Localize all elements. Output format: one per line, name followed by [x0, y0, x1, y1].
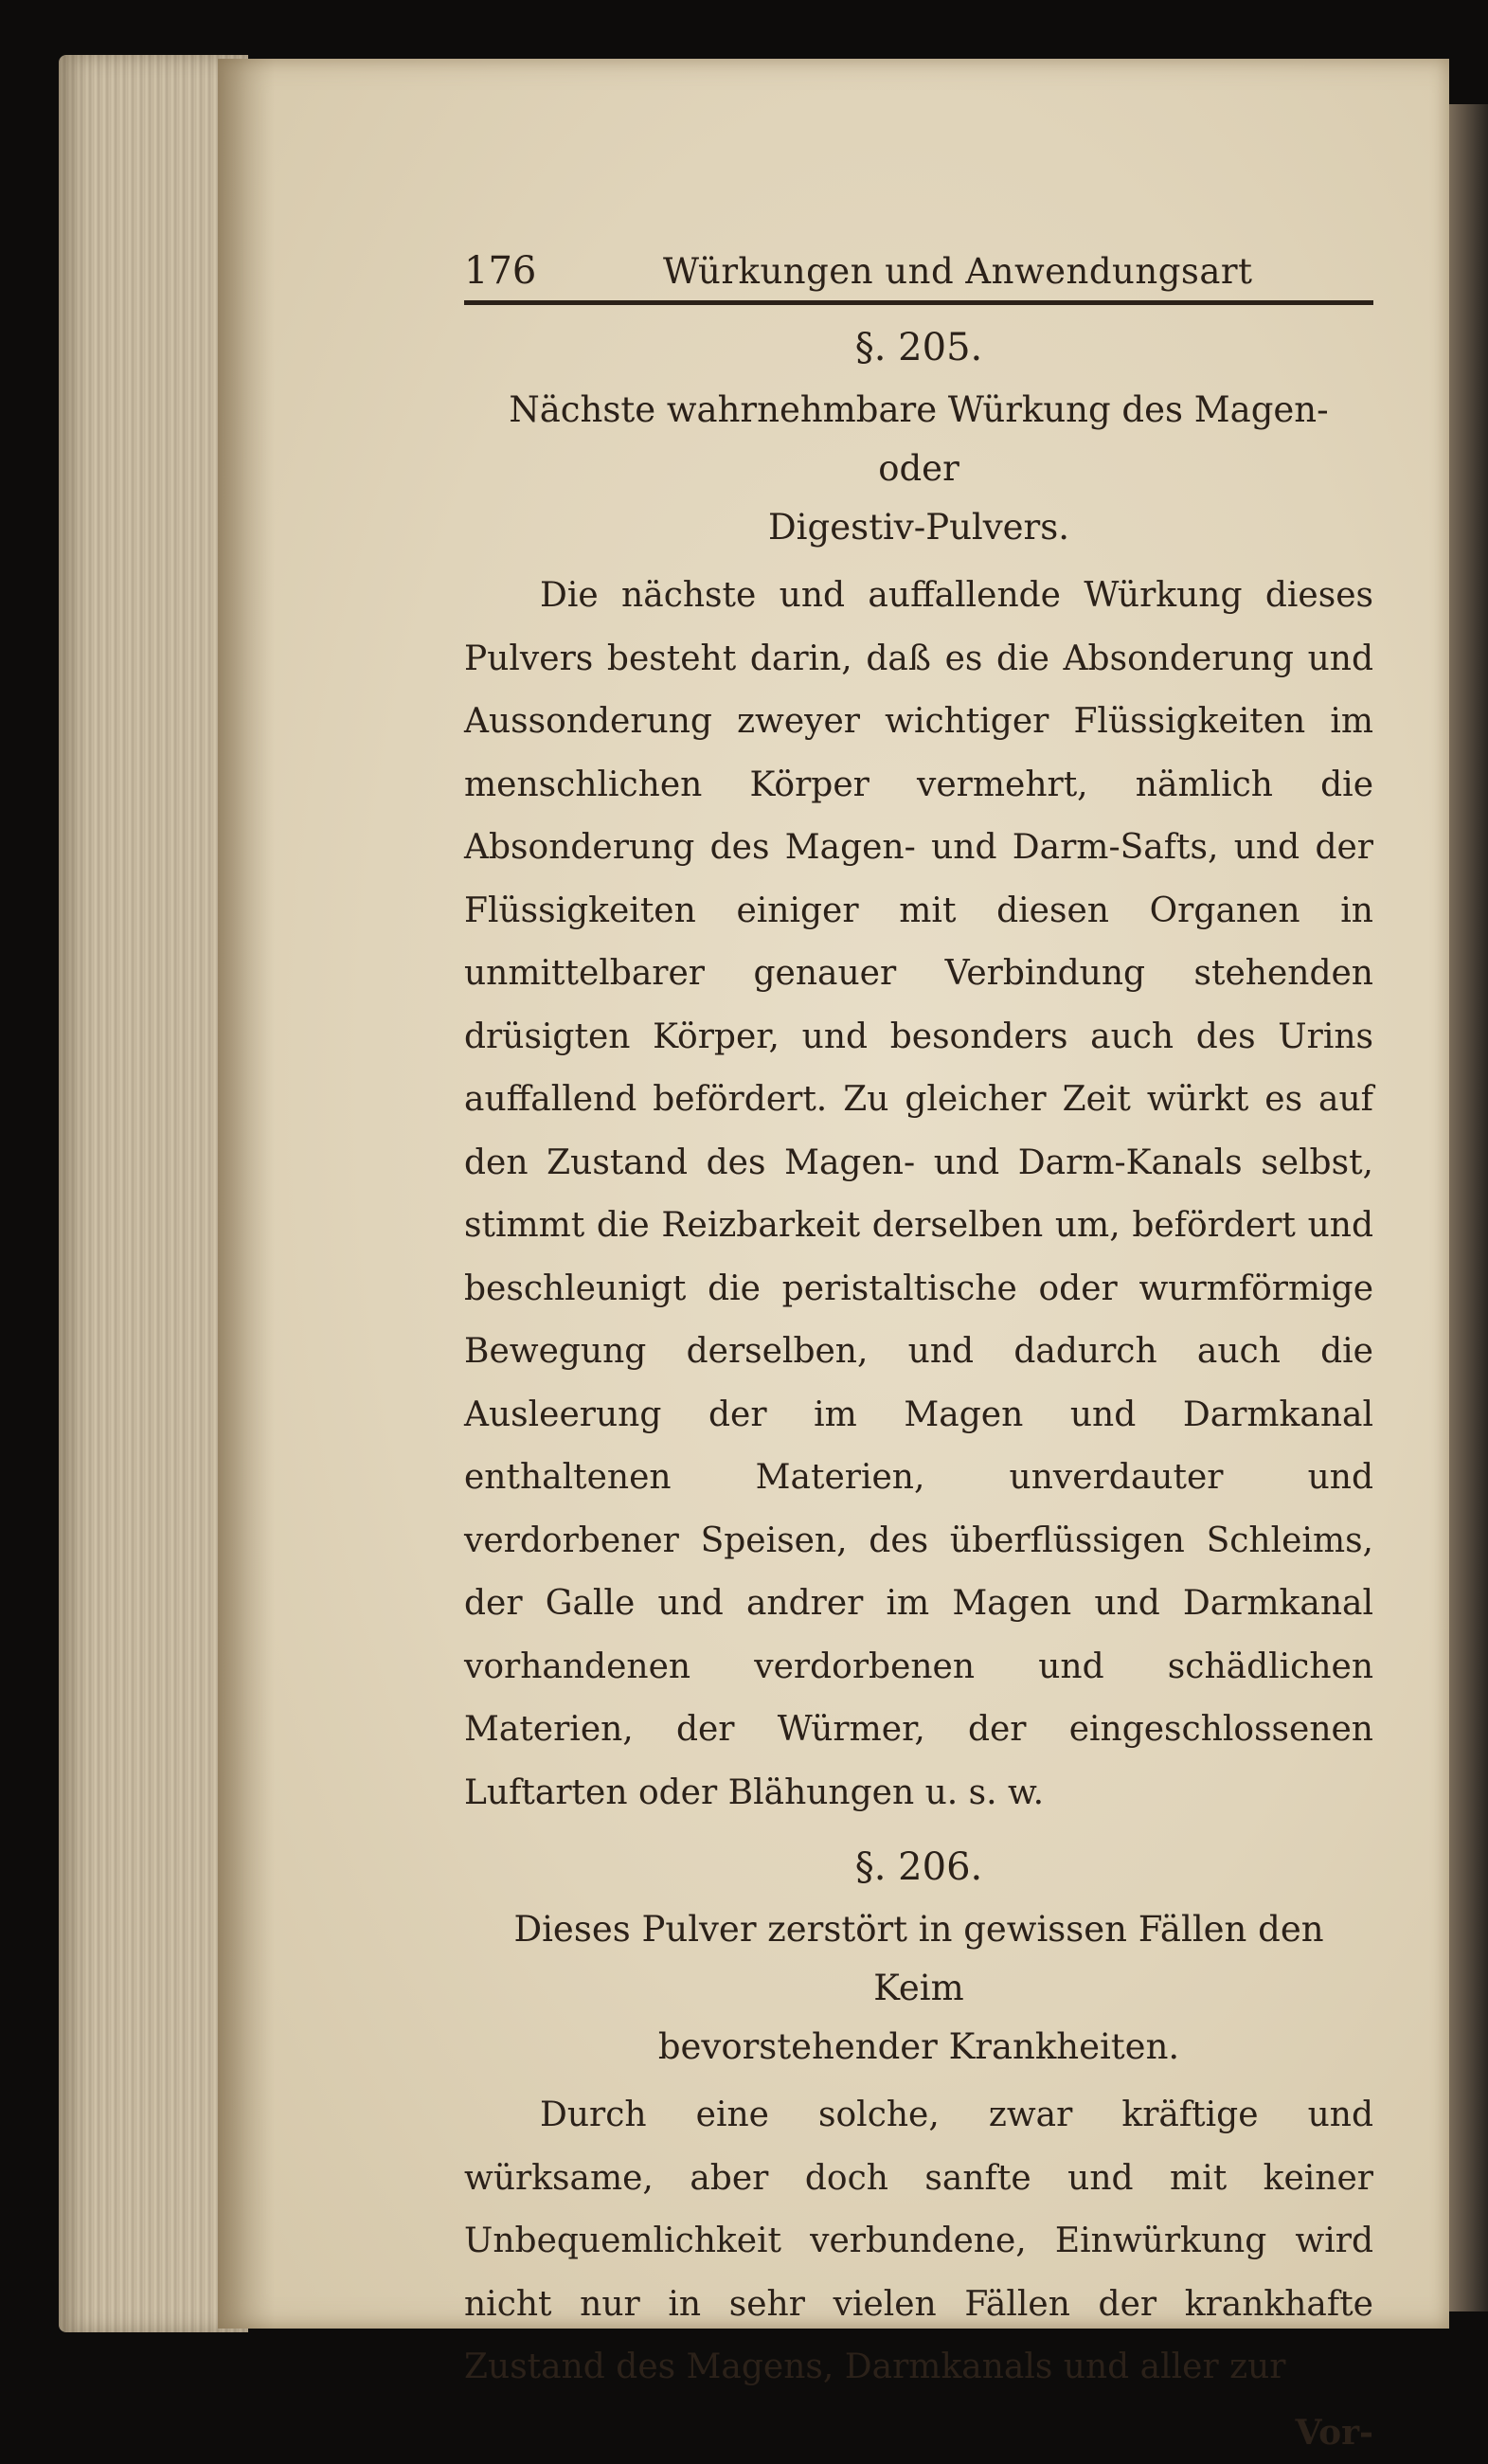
section-heading-line: bevorstehender Krankheiten.	[657, 2026, 1180, 2067]
section-mark: §. 206.	[854, 1845, 983, 1889]
section-heading-line: Dieses Pulver zerstört in gewissen Fällen den Keim	[513, 1909, 1324, 2008]
section-205	[464, 326, 1373, 1825]
section-paragraph	[464, 565, 1373, 1825]
section-mark: §. 205.	[854, 326, 983, 369]
gutter-shadow	[218, 59, 275, 2329]
section-heading-line: Digestiv-Pulvers.	[768, 507, 1069, 548]
section-heading-line: Nächste wahrnehmbare Würkung des Magen- oder	[509, 389, 1329, 489]
section-paragraph	[464, 2084, 1373, 2400]
paragraph-text: Durch eine solche, zwar kräftige und würksame, aber doch sanfte und mit keiner Unbequemlichkeit verbundene, Einwürkung wird nicht nur in sehr vielen Fällen der krankhafte Zustand des Magens, Darmkanals und aller zur	[464, 2095, 1373, 2386]
section-heading	[464, 1900, 1373, 2077]
running-head	[464, 242, 1373, 305]
section-heading	[464, 381, 1373, 557]
paragraph-text: Die nächste und auffallende Würkung dieses Pulvers besteht darin, daß es die Absonderung und Aussonderung zweyer wichtiger Flüssigkeiten im menschlichen Körper vermehrt, nämlich die Absonderung des Magen- und Darm-Safts, und der Flüssigkeiten einiger mit diesen Organen in unmittelbarer genauer Verbindung stehenden drüsigten Körper, und besonders auch des Urins auffallend befördert. Zu gleicher Zeit würkt es auf den Zustand des Magen- und Darm-Kanals selbst, stimmt die Reizbarkeit derselben um, befördert und beschleunigt die peristaltische oder wurmförmige Bewegung derselben, und dadurch auch die Ausleerung der im Magen und Darmkanal enthaltenen Materien, unverdauter und verdorbener Speisen, des überflüssigen Schleims, der Galle und andrer im Magen und Darmkanal vorhandenen verdorbenen und schädlichen Materien, der Würmer, der eingeschlossenen Luftarten oder Blähungen u. s. w.	[464, 576, 1373, 1812]
page-number: 176	[464, 249, 537, 293]
section-206	[464, 1845, 1373, 2400]
facing-page-edge	[1449, 104, 1488, 2311]
running-title: Würkungen und Anwendungsart	[663, 251, 1253, 292]
page-content	[464, 242, 1373, 2464]
catchword: Vor-	[1295, 2412, 1373, 2453]
